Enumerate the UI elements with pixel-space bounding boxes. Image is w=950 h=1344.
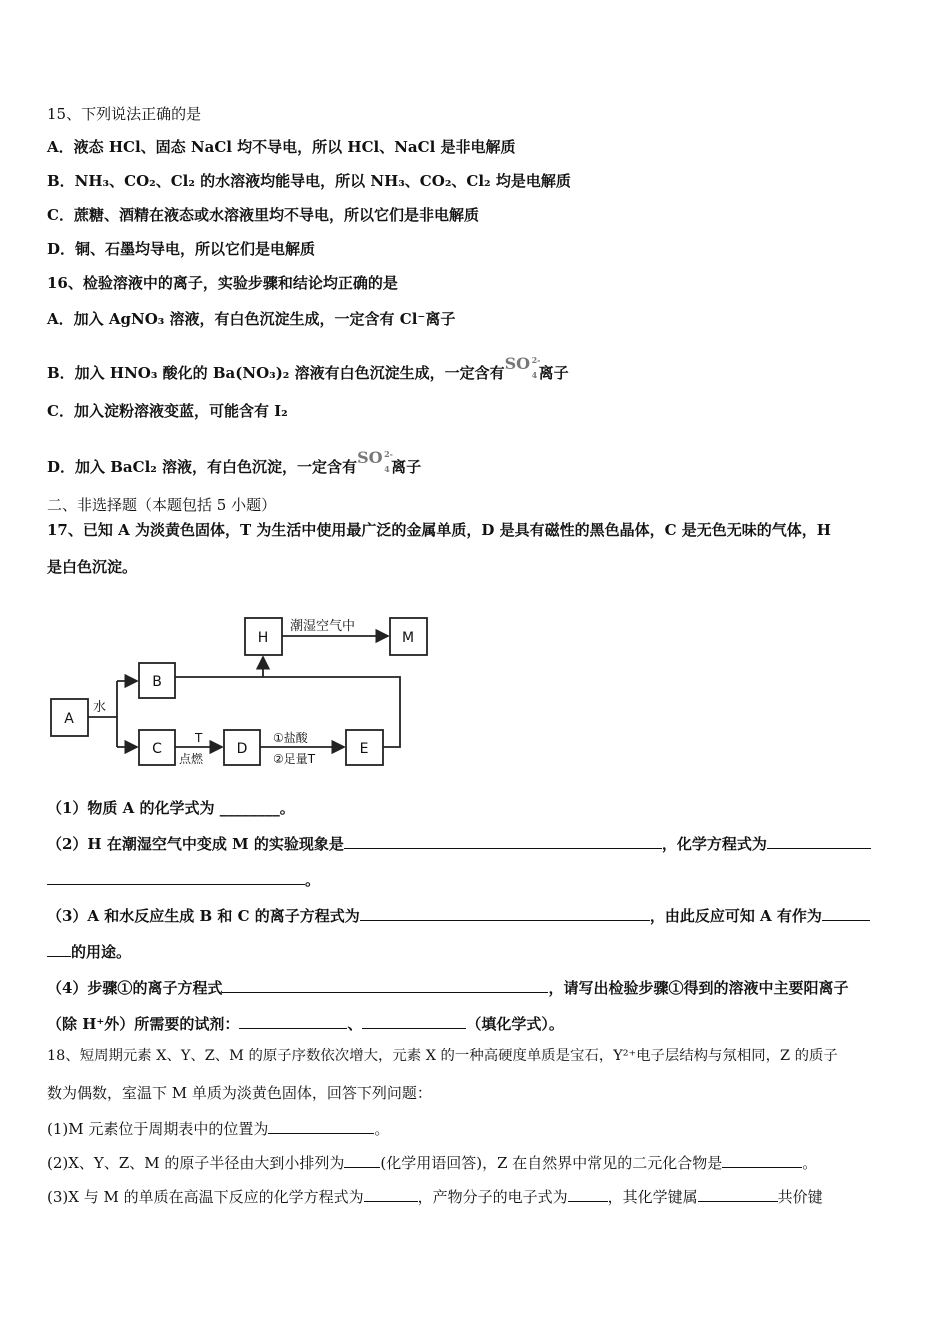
q17-part1: （1）物质 A 的化学式为 ________。 <box>47 799 295 817</box>
q18-part3: (3)X 与 M 的单质在高温下反应的化学方程式为 ，产物分子的电子式为 ，其化学键属 共价键 <box>47 1188 823 1206</box>
q17-stem-line1: 17、已知 A 为淡黄色固体，T 为生活中使用最广泛的金属单质，D 是具有磁性的黑色晶体，C 是无色无味的气体，H <box>47 521 831 539</box>
label-T: T <box>195 731 203 745</box>
answer-blank[interactable] <box>767 833 871 849</box>
answer-blank[interactable] <box>47 869 305 885</box>
label-ignite: 点燃 <box>179 752 204 766</box>
q17-part2: （2）H 在潮湿空气中变成 M 的实验现象是 ，化学方程式为 <box>47 833 871 854</box>
q15-option-b: B．NH₃、CO₂、Cl₂ 的水溶液均能导电，所以 NH₃、CO₂、Cl₂ 均是电解质 <box>47 172 571 190</box>
q18-part1: (1)M 元素位于周期表中的位置为 。 <box>47 1120 390 1138</box>
reaction-flow-diagram <box>40 608 440 773</box>
sulfate-ion-formula: SO 2- 4 <box>504 354 541 380</box>
label-C: C <box>152 741 162 757</box>
q17-stem-line2: 是白色沉淀。 <box>47 558 138 576</box>
label-B: B <box>152 674 162 690</box>
answer-blank[interactable] <box>364 1186 418 1202</box>
q16-option-c: C．加入淀粉溶液变蓝，可能含有 I₂ <box>47 402 288 420</box>
q16-option-b: B．加入 HNO₃ 酸化的 Ba(NO₃)₂ 溶液有白色沉淀生成，一定含有 SO 2- 4 离子 <box>47 354 569 382</box>
q16-option-d-text: D．加入 BaCl₂ 溶液，有白色沉淀，一定含有 <box>47 458 358 476</box>
q16-option-a: A．加入 AgNO₃ 溶液，有白色沉淀生成，一定含有 Cl⁻离子 <box>47 310 456 328</box>
section-heading: 二、非选择题（本题包括 5 小题） <box>47 496 277 514</box>
answer-blank[interactable] <box>362 1013 466 1029</box>
q17-part3: （3）A 和水反应生成 B 和 C 的离子方程式为 ，由此反应可知 A 有作为 <box>47 905 870 926</box>
label-humid-air: 潮湿空气中 <box>290 619 356 634</box>
label-step1: ①盐酸 <box>273 731 308 745</box>
q18-stem-line1: 18、短周期元素 X、Y、Z、M 的原子序数依次增大，元素 X 的一种高硬度单质是宝石，Y²⁺电子层结构与氖相同，Z 的质子 <box>47 1048 838 1064</box>
label-step2: ②足量T <box>273 752 316 766</box>
answer-blank[interactable] <box>360 905 650 921</box>
answer-blank[interactable] <box>568 1186 608 1202</box>
answer-blank[interactable] <box>268 1118 374 1134</box>
q15-option-a: A．液态 HCl、固态 NaCl 均不导电，所以 HCl、NaCl 是非电解质 <box>47 138 516 156</box>
label-M: M <box>401 630 415 646</box>
q16-option-d: D．加入 BaCl₂ 溶液，有白色沉淀，一定含有 SO 2- 4 离子 <box>47 448 422 476</box>
label-water: 水 <box>93 700 107 715</box>
label-E: E <box>359 741 369 757</box>
answer-blank[interactable] <box>344 833 662 849</box>
answer-blank[interactable] <box>222 977 548 993</box>
answer-blank[interactable] <box>722 1152 802 1168</box>
answer-blank[interactable] <box>47 941 71 957</box>
q15-option-c: C．蔗糖、酒精在液态或水溶液里均不导电，所以它们是非电解质 <box>47 206 479 224</box>
label-D: D <box>236 741 248 757</box>
label-A: A <box>64 711 74 727</box>
q17-part4-cont: （除 H⁺外）所需要的试剂： 、 （填化学式）。 <box>47 1015 564 1033</box>
sulfate-ion-formula: SO 2- 4 <box>357 448 393 474</box>
q17-part2-cont: 。 <box>47 869 320 890</box>
q16-option-b-text: B．加入 HNO₃ 酸化的 Ba(NO₃)₂ 溶液有白色沉淀生成，一定含有 <box>47 364 505 382</box>
answer-blank[interactable] <box>698 1186 778 1202</box>
answer-blank[interactable] <box>344 1152 380 1168</box>
q18-part2: (2)X、Y、Z、M 的原子半径由大到小排列为 (化学用语回答)，Z 在自然界中常见的二元化合物是 。 <box>47 1154 818 1172</box>
q17-part3-cont: 的用途。 <box>47 941 131 962</box>
label-H: H <box>257 630 269 646</box>
answer-blank[interactable] <box>822 905 870 921</box>
q15-stem: 15、下列说法正确的是 <box>47 105 202 123</box>
answer-blank[interactable] <box>239 1013 347 1029</box>
q16-stem: 16、检验溶液中的离子，实验步骤和结论均正确的是 <box>47 274 398 292</box>
q18-stem-line2: 数为偶数，室温下 M 单质为淡黄色固体，回答下列问题： <box>47 1084 432 1102</box>
q17-part4: （4）步骤①的离子方程式 ，请写出检验步骤①得到的溶液中主要阳离子 <box>47 979 849 997</box>
q15-option-d: D．铜、石墨均导电，所以它们是电解质 <box>47 240 316 258</box>
